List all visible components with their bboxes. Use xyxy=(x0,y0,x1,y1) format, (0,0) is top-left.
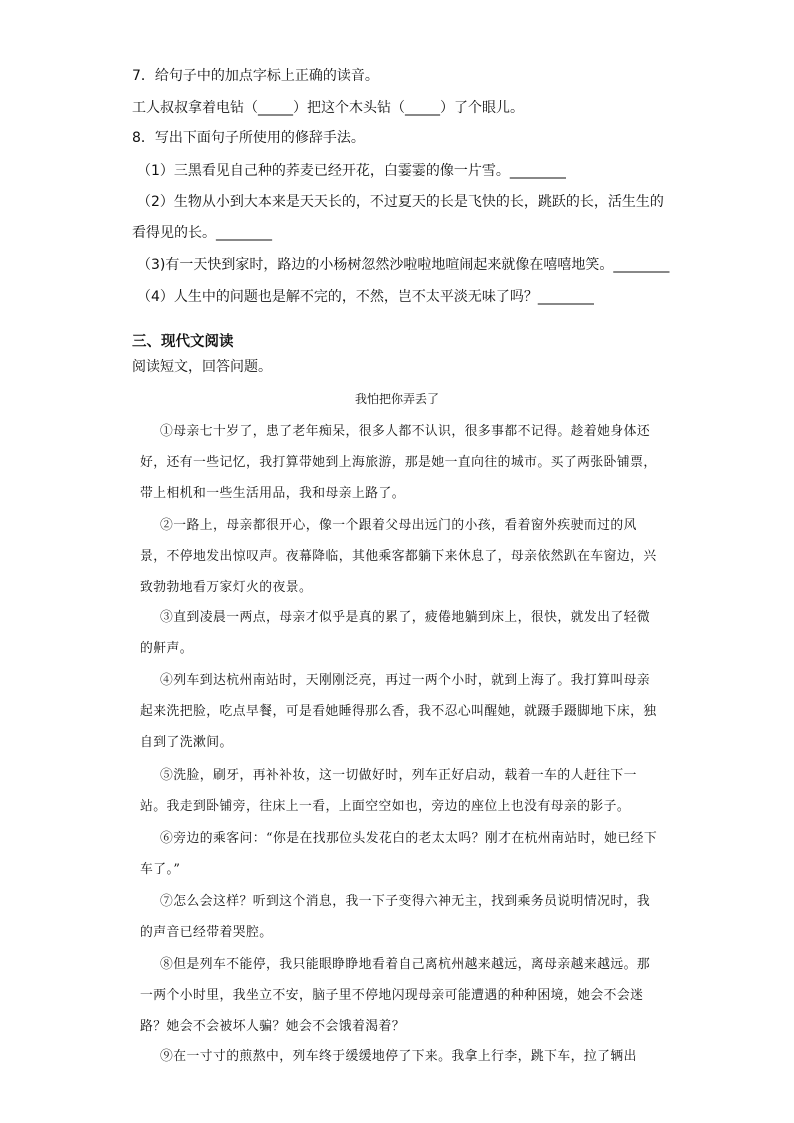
story-paragraph-5: ⑤洗脸，刷牙，再补补妆，这一切做好时，列车正好启动，载着一车的人赶往下一站。我走到卧铺旁，往床上一看，上面空空如也，旁边的座位上也没有母亲的影子。 xyxy=(140,768,637,814)
question-7-sentence: 工人叔叔拿着电钻（_____）把这个木头钻（_____）了个眼儿。 xyxy=(132,100,524,116)
story-title: 我怕把你弄丢了 xyxy=(354,392,439,406)
story-paragraph-8: ⑧但是列车不能停，我只能眼睁睁地看着自己离杭州越来越远，离母亲越来越远。那一两个小时里，我坐立不安，脑子里不停地闪现母亲可能遭遇的种种困境，她会不会迷路？她会不会被坏人骗？她会不会饿着渴着？ xyxy=(140,957,651,1034)
section-3-instruction: 阅读短文，回答问题。 xyxy=(132,359,272,375)
question-8-item-2-continued: 看得见的长。________ xyxy=(132,225,272,241)
question-8-item-2: （2）生物从小到大本来是天天长的，不过夏天的长是飞快的长，跳跃的长，活生生的 xyxy=(137,194,664,210)
story-paragraph-2: ②一路上，母亲都很开心，像一个跟着父母出远门的小孩，看着窗外疾驶而过的风景，不停地发出惊叹声。夜幕降临，其他乘客都躺下来休息了，母亲依然趴在车窗边，兴致勃勃地看万家灯火的夜景。 xyxy=(140,518,657,595)
question-8-title: 8．写出下面句子所使用的修辞手法。 xyxy=(132,130,365,146)
question-8-item-4: （4）人生中的问题也是解不完的，不然，岂不太平淡无味了吗？________ xyxy=(137,289,594,305)
story-paragraph-9: ⑨在一寸寸的煎熬中，列车终于缓缓地停了下来。我拿上行李，跳下车，拉了辆出 xyxy=(160,1049,637,1064)
story-paragraph-7: ⑦怎么会这样？听到这个消息，我一下子变得六神无主，找到乘务员说明情况时，我的声音已经带着哭腔。 xyxy=(140,894,651,940)
question-8-item-1: （1）三黑看见自己种的荞麦已经开花，白霎霎的像一片雪。________ xyxy=(137,163,566,179)
story-paragraph-1: ①母亲七十岁了，患了老年痴呆，很多人都不认识，很多事都不记得。趁着她身体还好，还有一些记忆，我打算带她到上海旅游，那是她一直向往的城市。买了两张卧铺票，带上相机和一些生活用品，我和母亲上路了。 xyxy=(140,424,657,501)
section-3-title: 三、现代文阅读 xyxy=(132,334,234,350)
question-7-title: 7．给句子中的加点字标上正确的读音。 xyxy=(132,68,379,84)
story-paragraph-3: ③直到凌晨一两点，母亲才似乎是真的累了，疲倦地躺到床上，很快，就发出了轻微的鼾声。 xyxy=(140,610,651,656)
story-paragraph-4: ④列车到达杭州南站时，天刚刚泛亮，再过一两个小时，就到上海了。我打算叫母亲起来洗把脸，吃点早餐，可是看她睡得那么香，我不忍心叫醒她，就蹑手蹑脚地下床，独自到了洗漱间。 xyxy=(140,673,657,750)
story-paragraph-6: ⑥旁边的乘客问：“你是在找那位头发花白的老太太吗？刚才在杭州南站时，她已经下车了。” xyxy=(140,831,658,877)
question-8-item-3: （3)有一天快到家时，路边的小杨树忽然沙啦啦地喧闹起来就像在嘻嘻地笑。________ xyxy=(137,257,670,273)
